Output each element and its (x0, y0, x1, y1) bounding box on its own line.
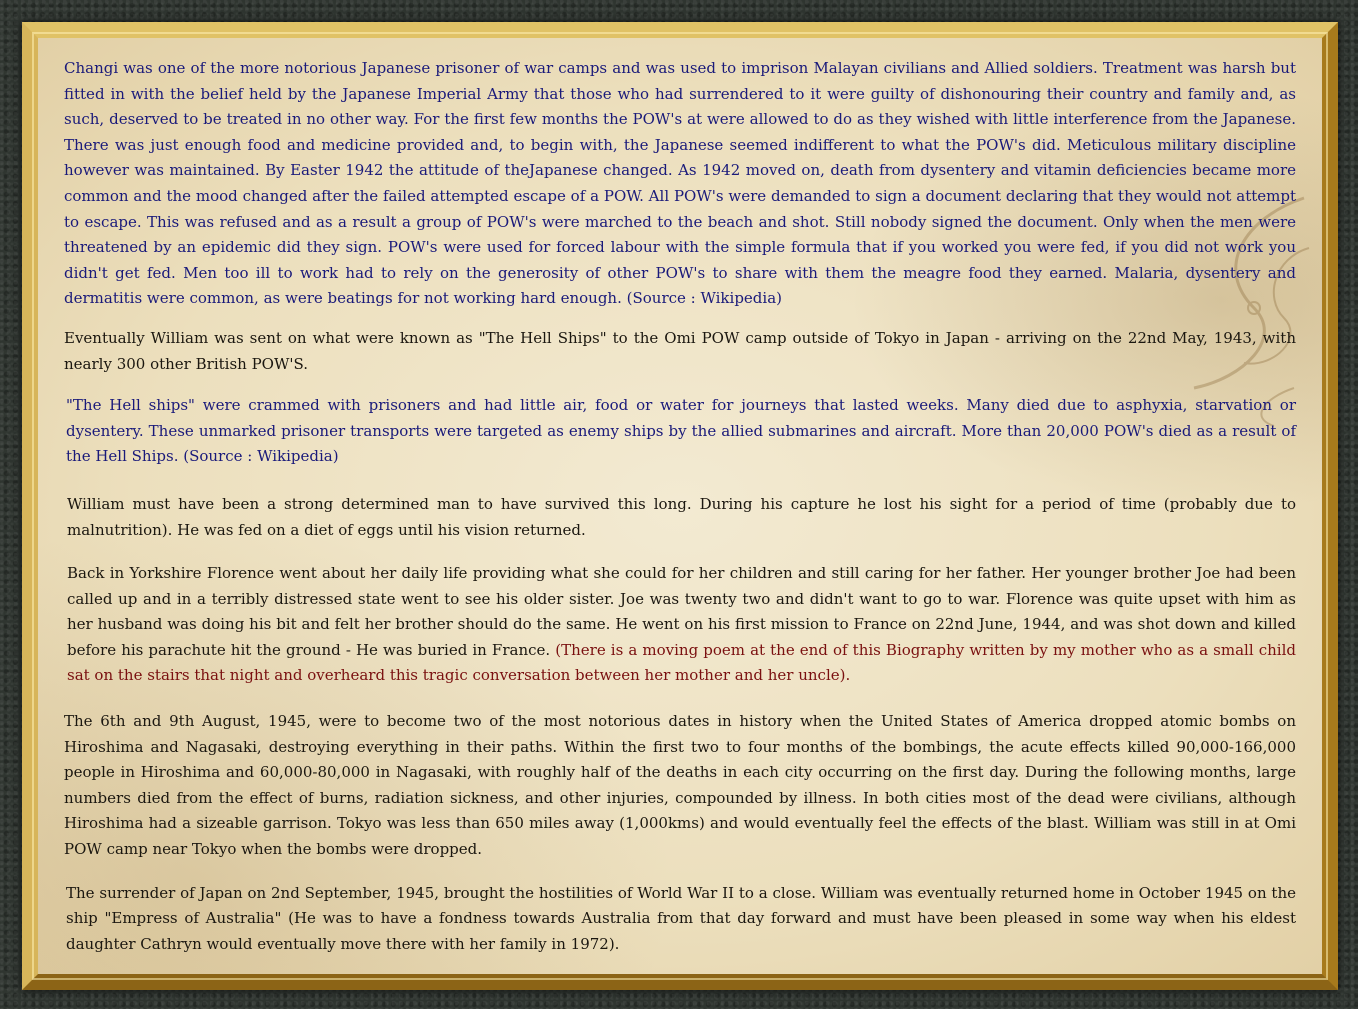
gold-frame (22, 22, 1338, 990)
survival-paragraph: William must have been a strong determined man to have survived this long. During his capture he lost his sight for a period of time (probably due to malnutrition). He was fed on a diet of eggs until his vision returned. (67, 494, 1296, 539)
poem-note: (There is a moving poem at the end of this Biography written by my mother who as a small child sat on the stairs that night and overheard this tragic conversation between her mother and her uncle). (67, 640, 1296, 685)
yorkshire-paragraph (64, 561, 1296, 689)
parchment-page (38, 38, 1322, 974)
biography-text (64, 56, 1296, 957)
hell-ships-arrival-paragraph: Eventually William was sent on what were known as "The Hell Ships" to the Omi POW camp outside of Tokyo in Japan - arriving on the 22nd May, 1943, with nearly 300 other British POW'S. (64, 328, 1296, 373)
changi-paragraph: Changi was one of the more notorious Japanese prisoner of war camps and was used to imprison Malayan civilians and Allied soldiers. Treatment was harsh but fitted in with the belief held by the Japanese Imperial Army that those who had surrendered to it were guilty of dishonouring their country and family and, as such, deserved to be treated in no other way. For the first few months the POW's at were allowed to do as they wished with little interference from the Japanese. There was just enough food and medicine provided and, to begin with, the Japanese seemed indifferent to what the POW's did. Meticulous military discipline however was maintained. By Easter 1942 the attitude of theJapanese changed. As 1942 moved on, death from dysentery and vitamin deficiencies became more common and the mood changed after the failed attempted escape of a POW. All POW's were demanded to sign a document declaring that they would not attempt to escape. This was refused and as a result a group of POW's were marched to the beach and shot. Still nobody signed the document. Only when the men were threatened by an epidemic did they sign. POW's were used for forced labour with the simple formula that if you worked you were fed, if you did not work you didn't get fed. Men too ill to work had to rely on the generosity of other POW's to share with them the meagre food they earned. Malaria, dysentery and dermatitis were common, as were beatings for not working hard enough. (Source : Wikipedia) (64, 59, 1296, 308)
hell-ships-paragraph: "The Hell ships" were crammed with prisoners and had little air, food or water for journeys that lasted weeks. Many died due to asphyxia, starvation or dysentery. These unmarked prisoner transports were targeted as enemy ships by the allied submarines and aircraft. More than 20,000 POW's died as a result of the Hell Ships. (Source : Wikipedia) (66, 396, 1296, 466)
atomic-bomb-paragraph: The 6th and 9th August, 1945, were to become two of the most notorious dates in history when the United States of America dropped atomic bombs on Hiroshima and Nagasaki, destroying everything in their paths. Within the first two to four months of the bombings, the acute effects killed 90,000-166,000 people in Hiroshima and 60,000-80,000 in Nagasaki, with roughly half of the deaths in each city occurring on the first day. During the following months, large numbers died from the effect of burns, radiation sickness, and other injuries, compounded by illness. In both cities most of the dead were civilians, although Hiroshima had a sizeable garrison. Tokyo was less than 650 miles away (1,000kms) and would eventually feel the effects of the blast. William was still in at Omi POW camp near Tokyo when the bombs were dropped. (64, 712, 1296, 859)
surrender-paragraph: The surrender of Japan on 2nd September, 1945, brought the hostilities of World War II to a close. William was eventually returned home in October 1945 on the ship "Empress of Australia" (He was to have a fondness towards Australia from that day forward and must have been pleased in some way when his eldest daughter Cathryn would eventually move there with her family in 1972). (66, 883, 1296, 953)
yorkshire-text: Back in Yorkshire Florence went about her daily life providing what she could for her children and still caring for her father. Her younger brother Joe had been called up and in a terribly distressed state went to see his older sister. Joe was twenty two and didn't want to go to war. Florence was quite upset with him as her husband was doing his bit and felt her brother should do the same. He went on his first mission to France on 22nd June, 1944, and was shot down and killed before his parachute hit the ground - He was buried in France. (67, 564, 1296, 659)
